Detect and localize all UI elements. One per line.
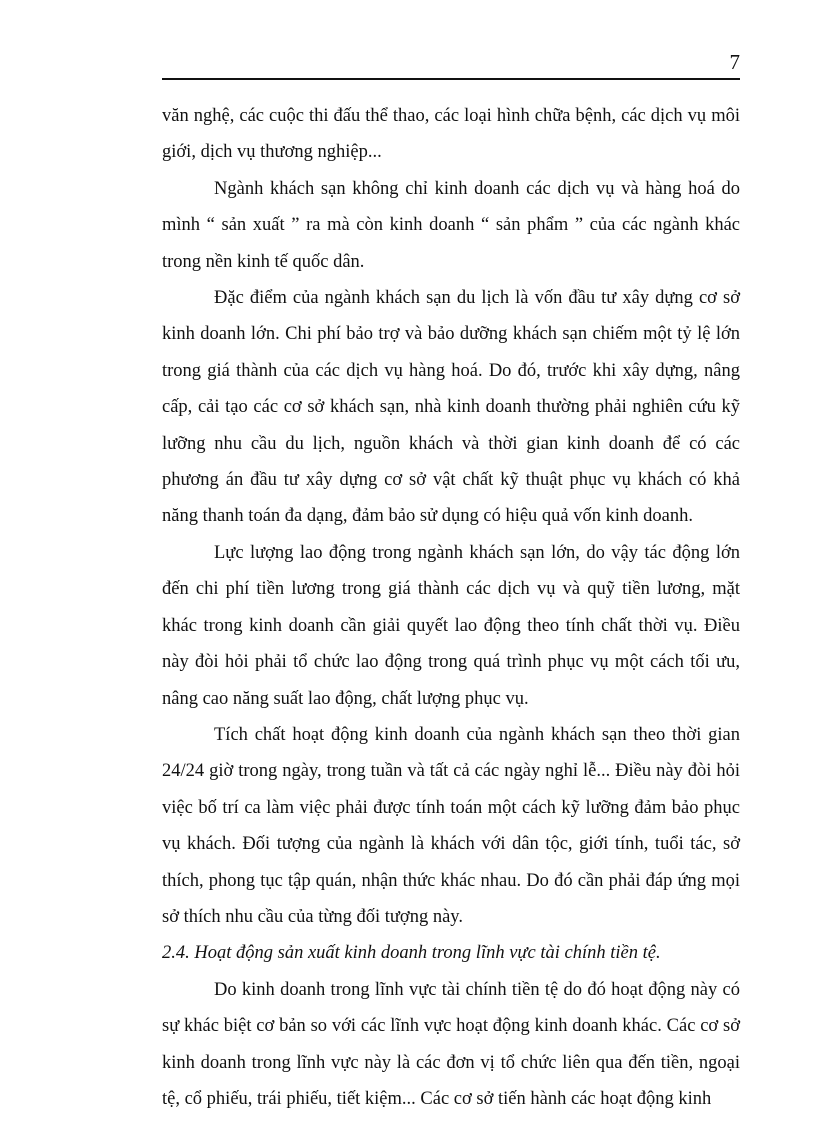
paragraph-2: Ngành khách sạn không chỉ kinh doanh các dịch vụ và hàng hoá do mình “ sản xuất ” ra mà còn kinh doanh “ sản phẩm ” của các ngành khác trong nền kinh tế quốc dân.: [162, 178, 740, 272]
page-content: [162, 98, 740, 1117]
header-rule: [162, 78, 740, 80]
paragraph-1: văn nghệ, các cuộc thi đấu thể thao, các loại hình chữa bệnh, các dịch vụ môi giới, dịch vụ thương nghiệp...: [162, 106, 740, 163]
page-number: 7: [729, 50, 740, 74]
paragraph-4: Lực lượng lao động trong ngành khách sạn lớn, do vậy tác động lớn đến chi phí tiền lương trong giá thành các dịch vụ và quỹ tiền lương, mặt khác trong kinh doanh cần giải quyết lao động theo tính chất thời vụ. Điều này đòi hỏi phải tổ chức lao động trong quá trình phục vụ một cách tối ưu, nâng cao năng suất lao động, chất lượng phục vụ.: [162, 542, 740, 709]
section-paragraph-1: Do kinh doanh trong lĩnh vực tài chính tiền tệ do đó hoạt động này có sự khác biệt cơ bản so với các lĩnh vực hoạt động kinh doanh khác. Các cơ sở kinh doanh trong lĩnh vực này là các đơn vị tổ chức liên qua đến tiền, ngoại tệ, cổ phiếu, trái phiếu, tiết kiệm... Các cơ sở tiến hành các hoạt động kinh: [162, 979, 740, 1109]
paragraph-3: Đặc điểm của ngành khách sạn du lịch là vốn đầu tư xây dựng cơ sở kinh doanh lớn. Chi phí bảo trợ và bảo dưỡng khách sạn chiếm một tỷ lệ lớn trong giá thành của các dịch vụ hàng hoá. Do đó, trước khi xây dựng, nâng cấp, cải tạo các cơ sở khách sạn, nhà kinh doanh thường phải nghiên cứu kỹ lưỡng nhu cầu du lịch, nguồn khách và thời gian kinh doanh để có các phương án đầu tư xây dựng cơ sở vật chất kỹ thuật phục vụ khách có khả năng thanh toán đa dạng, đảm bảo sử dụng có hiệu quả vốn kinh doanh.: [162, 288, 740, 527]
paragraph-5: Tích chất hoạt động kinh doanh của ngành khách sạn theo thời gian 24/24 giờ trong ngày, trong tuần và tất cả các ngày nghỉ lễ... Điều này đòi hỏi việc bố trí ca làm việc phải được tính toán một cách kỹ lưỡng đảm bảo phục vụ khách. Đối tượng của ngành là khách với dân tộc, giới tính, tuổi tác, sở thích, phong tục tập quán, nhận thức khác nhau. Do đó cần phải đáp ứng mọi sở thích nhu cầu của từng đối tượng này.: [162, 724, 740, 927]
section-heading: 2.4. Hoạt động sản xuất kinh doanh trong lĩnh vực tài chính tiền tệ.: [162, 943, 661, 964]
